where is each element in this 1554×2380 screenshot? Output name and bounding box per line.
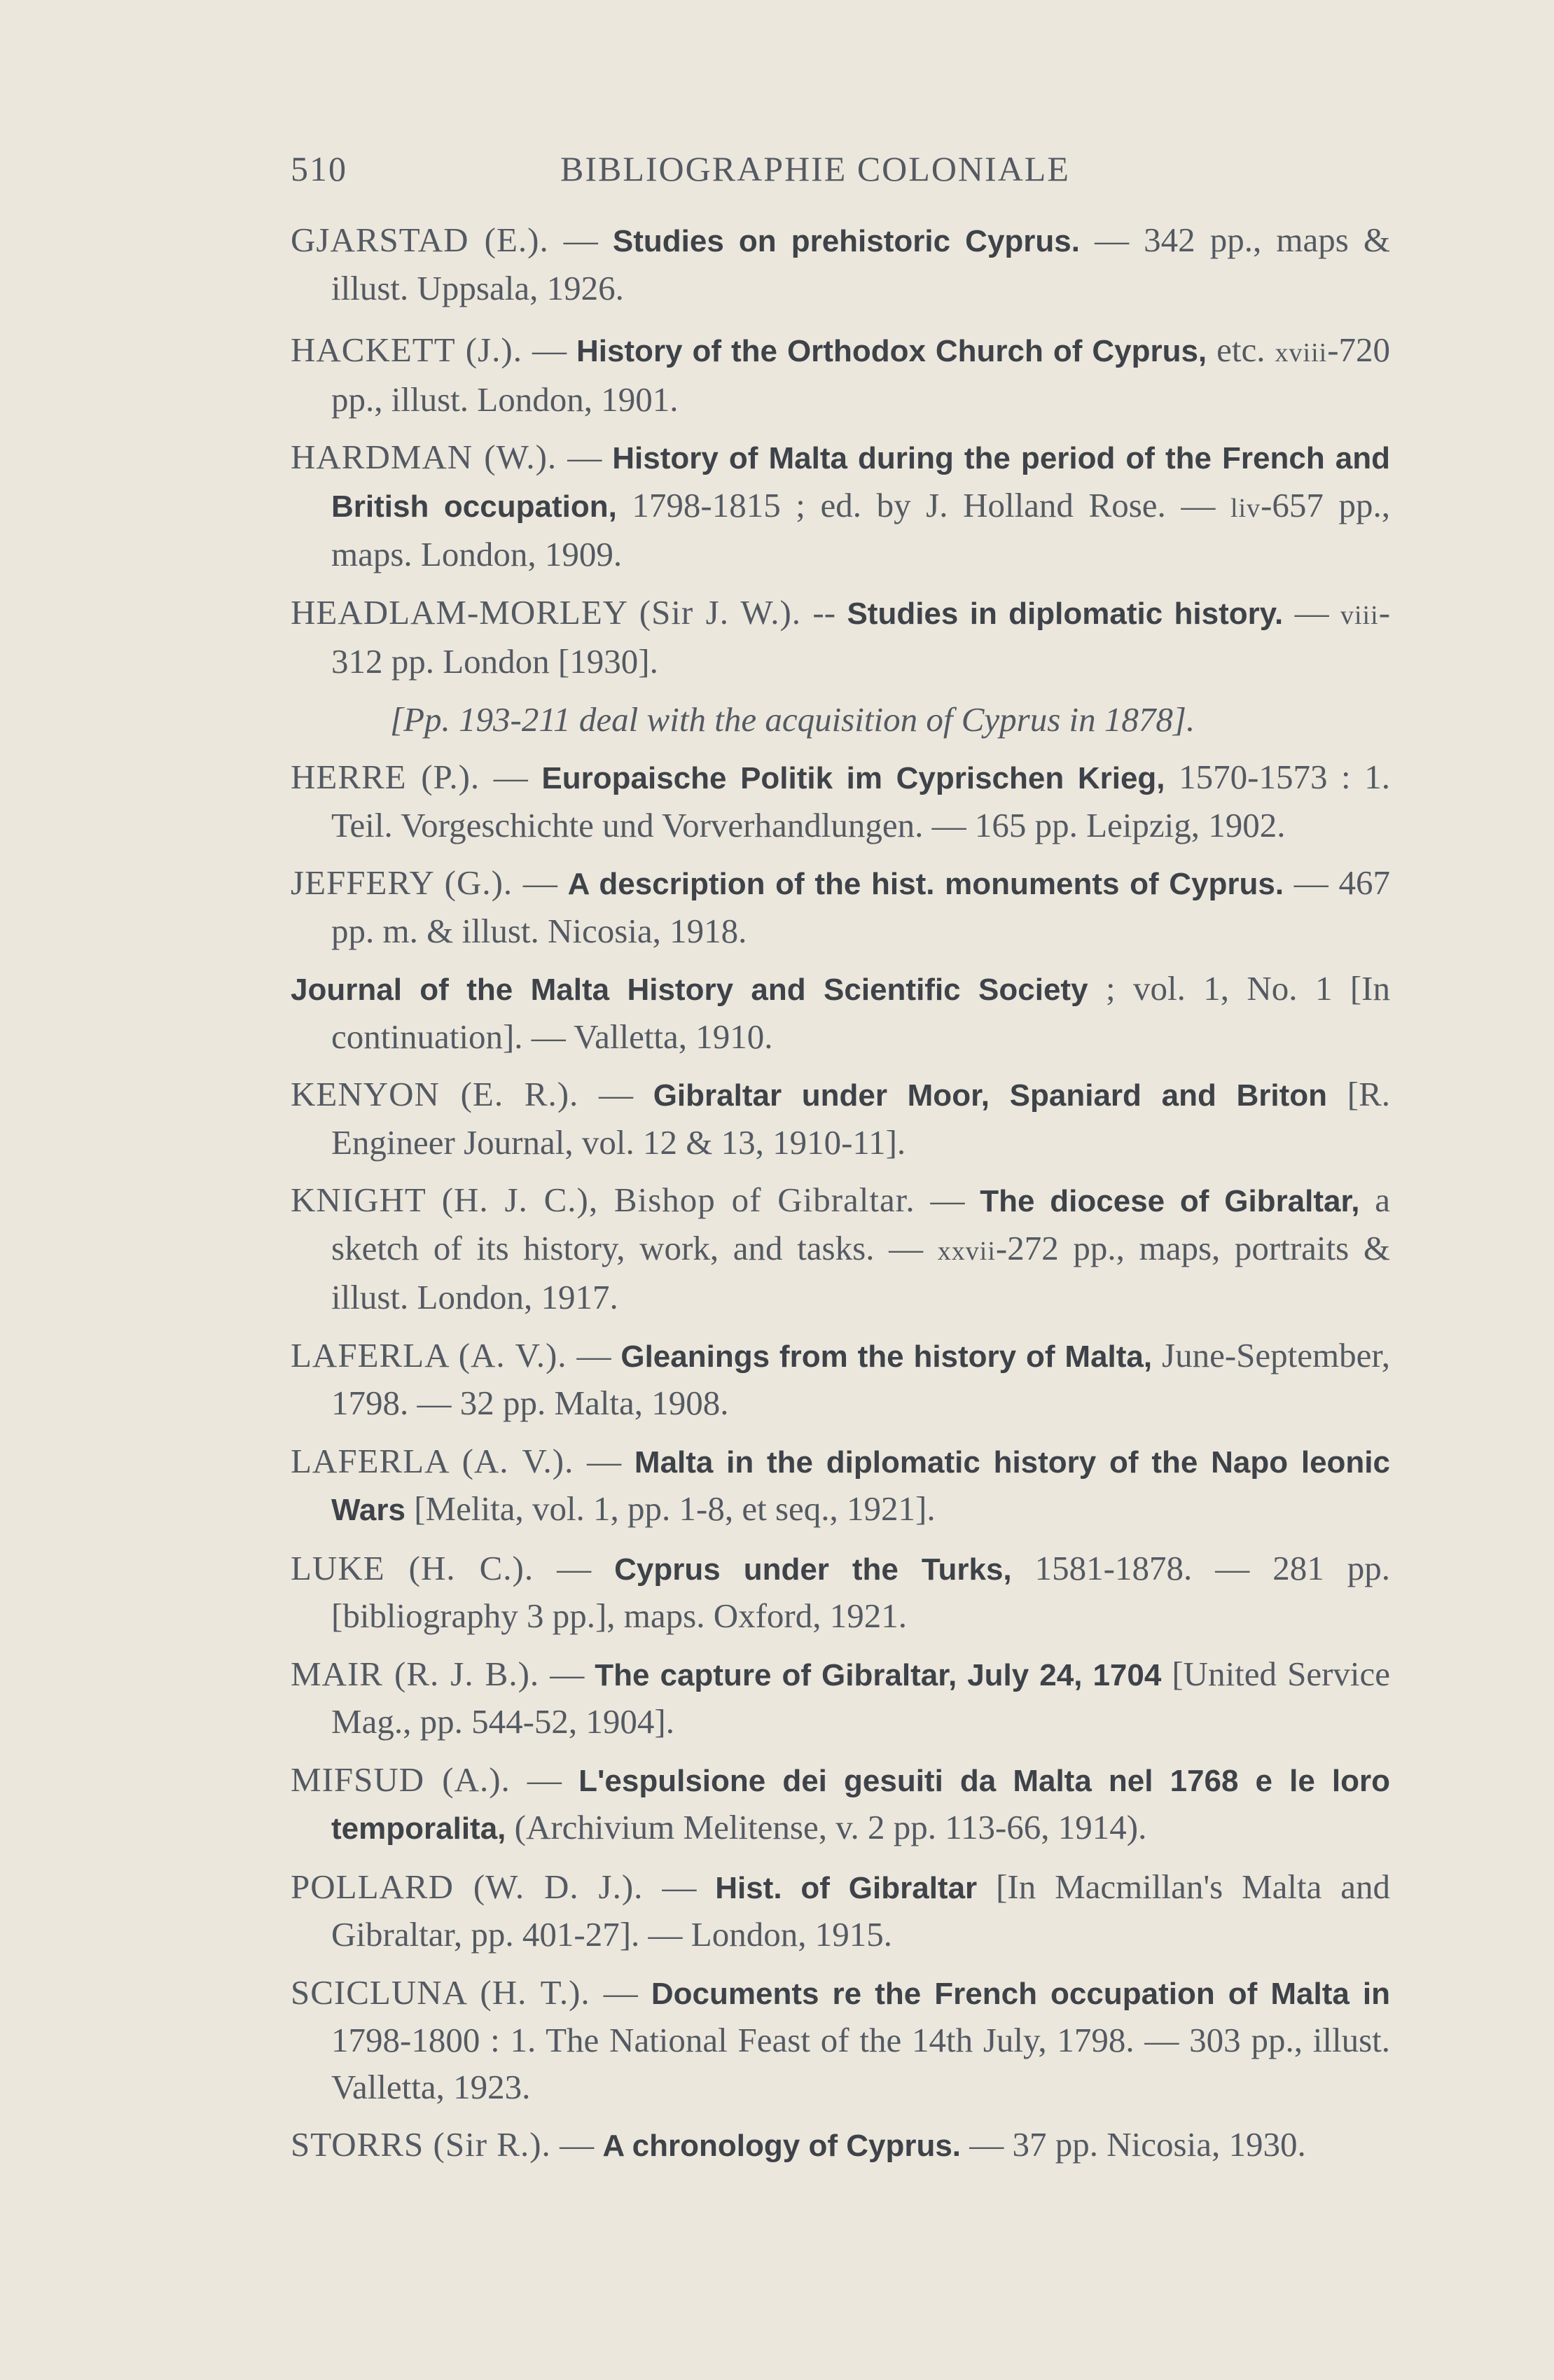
entry-title-date: July 24, 1704	[957, 1657, 1162, 1692]
entry-author: HEADLAM-MORLEY (Sir J. W.).	[291, 592, 802, 632]
entry-author: SCICLUNA (H. T.).	[291, 1972, 590, 2012]
entry-separator: —	[915, 1181, 980, 1219]
entry-details: -312 pp. London [1930].	[331, 592, 1391, 681]
entry-author: JEFFERY (G.).	[291, 863, 513, 902]
entry-separator: —	[534, 1548, 615, 1587]
entry-author: POLLARD (W. D. J.).	[291, 1867, 644, 1906]
entry-details: 1581-1878. — 281 pp. [bibliography 3 pp.], maps. Oxford, 1921.	[331, 1548, 1391, 1635]
entry-details: [In Macmillan's Malta and Gibraltar, pp. 401-27]. — London, 1915.	[331, 1867, 1391, 1954]
entry-details: — 342 pp., maps & illust. Uppsala, 1926.	[331, 221, 1391, 307]
entry-author: STORRS (Sir R.).	[291, 2125, 551, 2164]
entry-title: History of the Orthodox Church of Cyprus,	[576, 334, 1207, 368]
entry-roman-pages: viii	[1340, 600, 1379, 630]
entry-title: Journal of the Malta History and Scientific Society	[291, 973, 1088, 1007]
bibliography-entry	[291, 1970, 1390, 2111]
entry-roman-pages: xviii	[1275, 338, 1328, 368]
entry-author: HARDMAN (W.).	[291, 438, 557, 476]
entry-title: L'espulsione dei gesuiti da Malta nel 1768 e le loro temporalita,	[331, 1763, 1391, 1846]
bibliography-entry	[291, 327, 1390, 423]
entry-roman-pages: liv	[1230, 493, 1261, 523]
entry-details: -657 pp., maps. London, 1909.	[331, 485, 1390, 573]
bibliography-entry	[291, 1651, 1390, 1746]
entry-title: Studies in diplomatic history.	[847, 596, 1284, 631]
entry-details: June-September, 1798. — 32 pp. Malta, 1908.	[331, 1335, 1390, 1422]
entry-details: (Archivium Melitense, v. 2 pp. 113-66, 1914).	[506, 1808, 1147, 1846]
running-title: BIBLIOGRAPHIE COLONIALE	[560, 149, 1070, 188]
entry-author: HERRE (P.).	[291, 758, 480, 796]
bibliography-entry	[291, 217, 1390, 312]
entry-details: 1798-1815 ; ed. by J. Holland Rose. —	[616, 485, 1230, 524]
entry-separator: —	[643, 1867, 716, 1906]
entry-details: a sketch of its history, work, and tasks. —	[331, 1181, 1390, 1267]
bibliography-entry	[291, 434, 1390, 578]
entry-details: — 37 pp. Nicosia, 1930.	[961, 2125, 1306, 2164]
entry-author: KENYON (E. R.).	[291, 1075, 579, 1113]
entry-title: A description of the hist. monuments of Cyprus.	[567, 867, 1284, 901]
entry-roman-pages: xxvii	[937, 1236, 996, 1266]
bibliography-entry	[291, 1071, 1390, 1166]
bibliography-entry	[291, 1757, 1390, 1853]
entry-title: Cyprus under the Turks,	[614, 1552, 1012, 1587]
bibliography-entry	[291, 1332, 1390, 1427]
bibliography-entry	[291, 590, 1390, 686]
entry-details: — 467 pp. m. & illust. Nicosia, 1918.	[331, 863, 1390, 950]
entry-separator: —	[567, 1335, 621, 1375]
entry-title: Hist. of Gibraltar	[715, 1870, 978, 1905]
entry-details: 1798-1800 : 1. The National Feast of the 14th July, 1798. — 303 pp., illust. Valletta, 1923.	[331, 2021, 1390, 2106]
entry-separator: —	[522, 330, 576, 369]
entry-title: The capture of Gibraltar,	[595, 1657, 957, 1692]
bibliography-entry	[291, 1864, 1390, 1958]
bibliography-entry	[291, 860, 1390, 954]
entry-author: HACKETT (J.).	[291, 330, 522, 369]
entry-author: LAFERLA (A. V.).	[291, 1335, 567, 1375]
entry-separator: —	[557, 438, 613, 476]
entry-details: [United Service Mag., pp. 544-52, 1904].	[331, 1654, 1391, 1741]
entry-separator: —	[510, 1760, 579, 1799]
bibliography-list	[291, 217, 1390, 2170]
entry-details: 1570-1573 : 1. Teil. Vorgeschichte und Vorverhandlungen. — 165 pp. Leipzig, 1902.	[331, 758, 1391, 844]
entry-separator: —	[539, 1654, 595, 1693]
entry-author: MAIR (R. J. B.).	[291, 1654, 540, 1693]
entry-details: [Melita, vol. 1, pp. 1-8, et seq., 1921].	[405, 1489, 936, 1528]
entry-details: -272 pp., maps, portraits & illust. London, 1917.	[331, 1228, 1391, 1316]
bibliography-note: [Pp. 193-211 deal with the acquisition of Cyprus in 1878].	[390, 700, 1195, 739]
bibliography-entry	[291, 754, 1390, 849]
entry-title: Studies on prehistoric Cyprus.	[612, 224, 1080, 258]
bibliography-entry	[291, 1545, 1390, 1640]
bibliography-entry	[291, 2122, 1390, 2170]
entry-author: MIFSUD (A.).	[291, 1760, 511, 1799]
entry-separator: —	[578, 1075, 653, 1113]
entry-separator: —	[550, 2125, 603, 2164]
entry-author: KNIGHT (H. J. C.), Bishop of Gibraltar.	[291, 1181, 915, 1219]
entry-title: Gibraltar under Moor, Spaniard and Briton	[653, 1078, 1328, 1113]
entry-separator: —	[548, 221, 613, 259]
entry-author: LUKE (H. C.).	[291, 1548, 534, 1587]
entry-author: GJARSTAD (E.).	[291, 221, 549, 259]
running-head	[291, 148, 1390, 190]
entry-title: History of Malta during the period of the French and British occupation,	[331, 441, 1390, 524]
bibliography-entry	[291, 966, 1390, 1060]
entry-title: Gleanings from the history of Malta,	[620, 1339, 1153, 1374]
entry-title: The diocese of Gibraltar,	[980, 1184, 1360, 1218]
page-number: 510	[291, 149, 347, 188]
entry-details: etc.	[1207, 330, 1275, 369]
entry-title: Documents re the French occupation of Malta in	[651, 1976, 1390, 2011]
entry-separator: —	[590, 1972, 651, 2012]
entry-details: [R. Engineer Journal, vol. 12 & 13, 1910-11].	[331, 1075, 1390, 1162]
entry-title: Malta in the diplomatic history of the Napo leonic Wars	[331, 1445, 1390, 1527]
entry-author: LAFERLA (A. V.).	[291, 1441, 574, 1480]
entry-separator: —	[480, 758, 542, 796]
entry-title: A chronology of Cyprus.	[602, 2129, 962, 2163]
entry-details: ; vol. 1, No. 1 [In continuation]. — Valletta, 1910.	[331, 969, 1390, 1056]
entry-separator: —	[513, 863, 568, 902]
entry-separator: —	[574, 1441, 634, 1480]
bibliography-entry	[291, 1438, 1390, 1534]
entry-details: —	[1283, 592, 1340, 632]
entry-details: -720 pp., illust. London, 1901.	[331, 330, 1391, 419]
entry-title: Europaische Politik im Cyprischen Krieg,	[541, 761, 1165, 795]
bibliography-entry	[291, 1177, 1390, 1321]
entry-separator: --	[801, 592, 847, 632]
